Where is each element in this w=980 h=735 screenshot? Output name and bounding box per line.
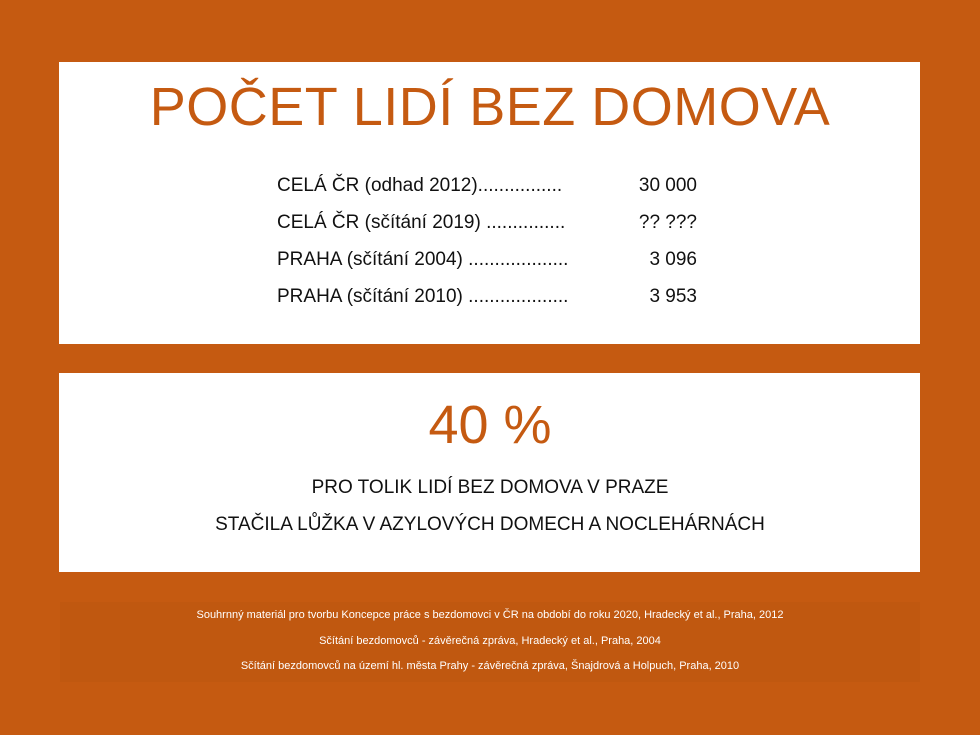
source-citation: Sčítání bezdomovců na území hl. města Prahy - závěrečná zpráva, Šnajdrová a Holpuch, Praha, 2010 bbox=[240, 660, 740, 672]
stat-row bbox=[277, 241, 697, 278]
stat-value: 3 096 bbox=[649, 248, 697, 270]
stat-row bbox=[277, 278, 697, 315]
stat-row bbox=[277, 204, 697, 241]
stat-label: CELÁ ČR (odhad 2012)................ bbox=[277, 174, 563, 196]
page-title: POČET LIDÍ BEZ DOMOVA bbox=[149, 77, 831, 137]
highlight-percent: 40 % bbox=[428, 395, 552, 455]
highlight-line-1: PRO TOLIK LIDÍ BEZ DOMOVA V PRAZE bbox=[311, 477, 669, 498]
stats-list bbox=[277, 167, 697, 315]
source-citation: Sčítání bezdomovců - závěrečná zpráva, Hradecký et al., Praha, 2004 bbox=[319, 635, 661, 647]
stat-row bbox=[277, 167, 697, 204]
stat-label: PRAHA (sčítání 2010) ................... bbox=[277, 285, 569, 307]
stat-value: 3 953 bbox=[649, 285, 697, 307]
source-citation: Souhrnný materiál pro tvorbu Koncepce práce s bezdomovci v ČR na období do roku 2020, Hradecký et al., Praha, 2012 bbox=[196, 609, 784, 621]
stat-label: PRAHA (sčítání 2004) ................... bbox=[277, 248, 569, 270]
stat-value: 30 000 bbox=[638, 174, 697, 196]
stat-label: CELÁ ČR (sčítání 2019) ............... bbox=[277, 211, 566, 233]
highlight-line-2: STAČILA LŮŽKA V AZYLOVÝCH DOMECH A NOCLEHÁRNÁCH bbox=[215, 514, 765, 535]
stat-value: ?? ??? bbox=[638, 211, 697, 233]
